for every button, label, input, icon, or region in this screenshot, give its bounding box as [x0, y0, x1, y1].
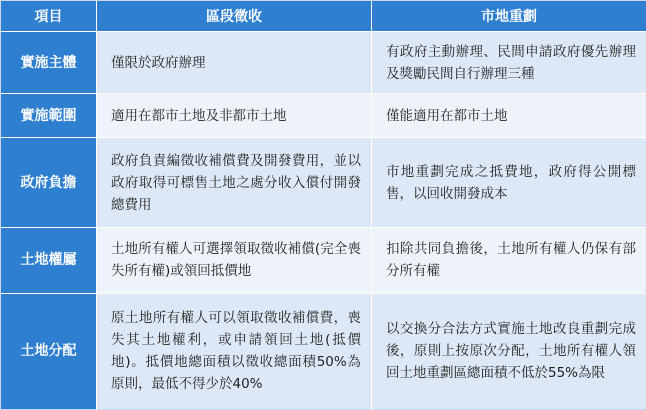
row-land-ownership [1, 228, 646, 294]
row-label: 實施範圍 [1, 94, 97, 138]
row-implementation-scope [1, 94, 646, 138]
row-label: 土地分配 [1, 293, 97, 409]
zone-expropriation-cell: 土地所有權人可選擇領取徵收補償(完全喪失所有權)或領回抵價地 [97, 228, 372, 294]
zone-expropriation-cell: 僅限於政府辦理 [97, 32, 372, 94]
urban-consolidation-cell: 扣除共同負擔後，土地所有權人仍保有部分所有權 [372, 228, 646, 294]
urban-consolidation-cell: 市地重劃完成之抵費地，政府得公開標售，以回收開發成本 [372, 138, 646, 228]
urban-consolidation-cell: 有政府主動辦理、民間申請政府優先辦理及獎勵民間自行辦理三種 [372, 32, 646, 94]
row-implementing-body [1, 32, 646, 94]
header-zone-expropriation: 區段徵收 [97, 1, 372, 32]
zone-expropriation-cell: 適用在都市土地及非都市土地 [97, 94, 372, 138]
urban-consolidation-cell: 以交換分合法方式實施土地改良重劃完成後，原則上按原次分配，土地所有權人領回土地重劃區總面積不低於55%為限 [372, 293, 646, 409]
header-row [1, 1, 646, 32]
header-item: 項目 [1, 1, 97, 32]
row-label: 土地權屬 [1, 228, 97, 294]
row-label: 政府負擔 [1, 138, 97, 228]
zone-expropriation-cell: 政府負責編徵收補償費及開發費用，並以政府取得可標售土地之處分收入償付開發總費用 [97, 138, 372, 228]
row-land-allocation [1, 293, 646, 409]
row-label: 實施主體 [1, 32, 97, 94]
row-government-burden [1, 138, 646, 228]
urban-consolidation-cell: 僅能適用在都市土地 [372, 94, 646, 138]
header-urban-land-consolidation: 市地重劃 [372, 1, 646, 32]
zone-expropriation-cell: 原土地所有權人可以領取徵收補償費，喪失其土地權利，或申請領回土地(抵價地)。抵價地總面積以徵收總面積50%為原則，最低不得少於40% [97, 293, 372, 409]
